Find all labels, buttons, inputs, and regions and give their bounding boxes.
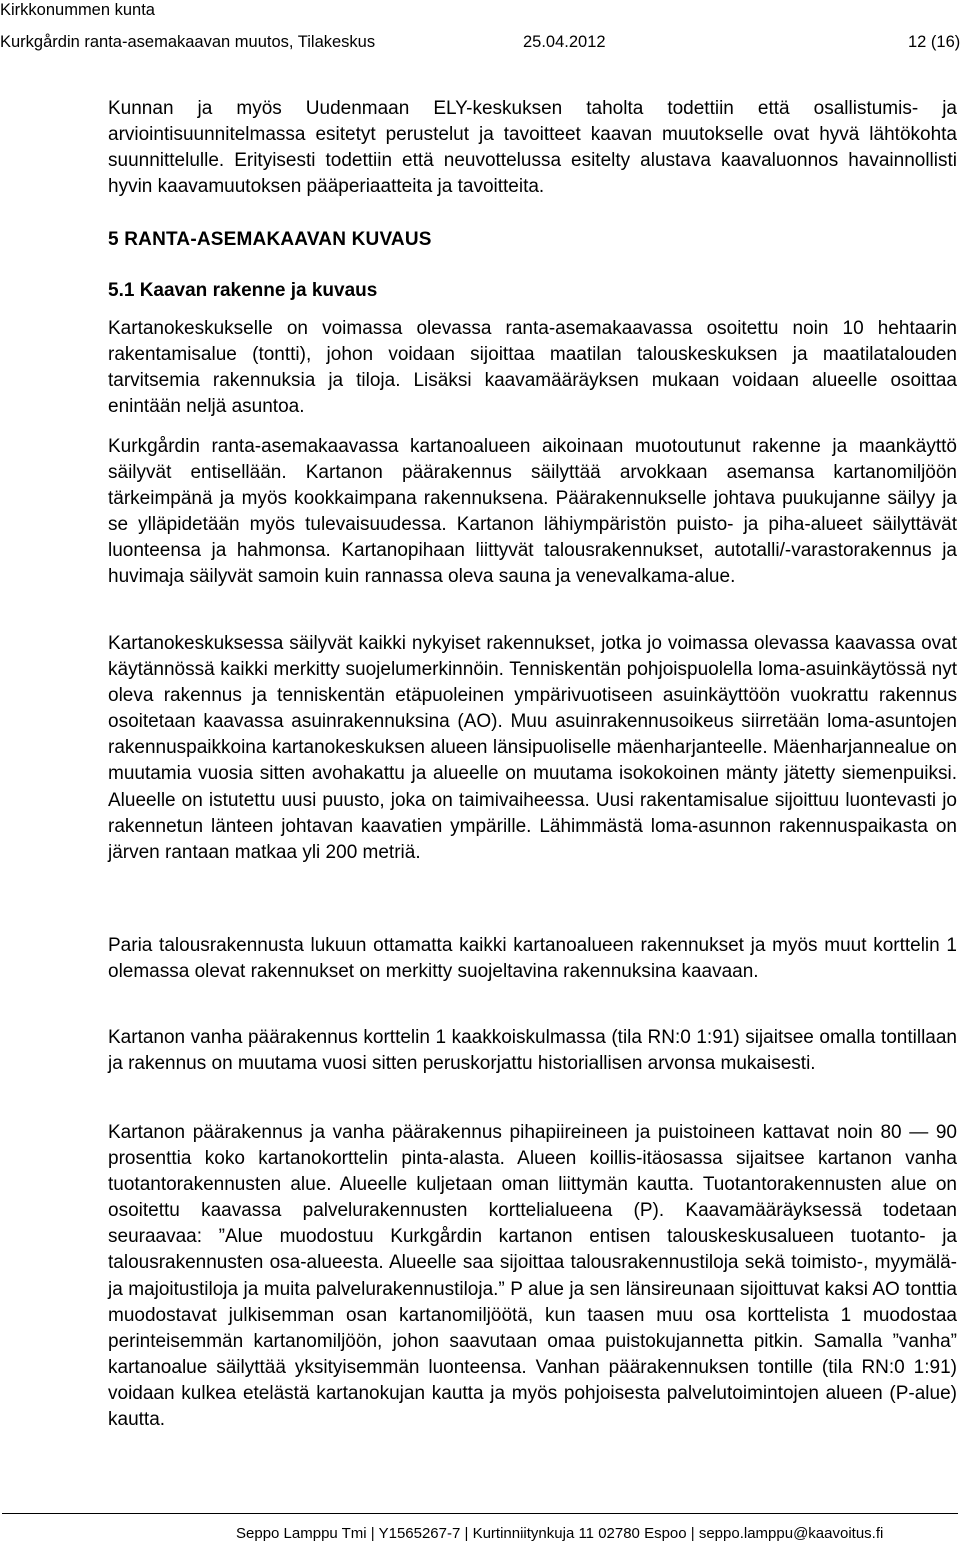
paragraph-protection [108,933,957,985]
paragraph-text: Kartanokeskukselle on voimassa olevassa ranta-asemakaavassa osoitettu noin 10 hehtaarin rakentamisalue (tontti), johon voidaan sijoittaa maatilan talouskeskuksen ja maatilatalouden tarvitsemia rakennuksia ja tiloja. Lisäksi kaavamääräyksen mukaan voidaan alueelle osoittaa enintään neljä asuntoa. [108,318,957,418]
header-page-number: 12 (16) [908,33,960,51]
paragraph-old-mainhouse [108,1025,957,1077]
footer-contact: Seppo Lamppu Tmi | Y1565267-7 | Kurtinniitynkuja 11 02780 Espoo | seppo.lamppu@kaavoitus.fi [236,1525,884,1542]
paragraph-production-area [108,1120,957,1433]
header-line [0,32,960,52]
header-document-title: Kurkgårdin ranta-asemakaavan muutos, Tilakeskus [0,33,376,51]
section-heading: 5 RANTA-ASEMAKAAVAN KUVAUS [108,229,432,250]
subsection-heading: 5.1 Kaavan rakenne ja kuvaus [108,280,378,301]
paragraph-structure [108,316,957,420]
paragraph-text: Kurkgårdin ranta-asemakaavassa kartanoalueen aikoinaan muotoutunut rakenne ja maankäyttö säilyvät entisellään. Kartanon päärakennus säilyttää arvokkaan asemansa kartanomiljöön tärkeimpänä ja myös kookkaimpana rakennuksena. Päärakennukselle johtava puukujanne säilyy ja se ylläpidetään myös tulevaisuudessa. Kartanon lähiympäristön puisto- ja piha-alueet säilyttävät luonteensa ja hahmonsa. Kartanopihaan liittyvät talousrakennukset, autotalli/-varastorakennus ja huvimaja säilyvät samoin kuin rannassa oleva sauna ja venevalkama-alue. [108,436,957,588]
paragraph-kurkgard [108,434,957,591]
paragraph-text: Paria talousrakennusta lukuun ottamatta kaikki kartanoalueen rakennukset ja myös muut korttelin 1 olemassa olevat rakennukset on merkitty suojeltavina rakennuksina kaavaan. [108,935,957,983]
header-org: Kirkkonummen kunta [0,1,155,19]
footer-divider [2,1513,958,1514]
paragraph-text: Kartanokeskuksessa säilyvät kaikki nykyiset rakennukset, jotka jo voimassa olevassa kaavassa ovat käytännössä kaikki merkitty suojelumerkinnöin. Tenniskentän pohjoispuolella loma-asuinkäytössä nyt oleva rakennus ja tenniskentän etäpuoleinen ympärivuotiseen asuinkäyttöön vuokrattu rakennus osoitetaan kaavassa asuinrakennuksina (AO). Muu asuinrakennusoikeus siirretään loma-asuntojen rakennuspaikkoina kartanokeskuksen alueen länsipuoliselle mäenharjanteelle. Mäenharjannealue on muutamia vuosia sitten avohakattu ja alueelle on muutama isokokoinen mänty jätetty siemenpuiksi. Alueelle on istutettu uusi puusto, joka on taimivaiheessa. Uusi rakentamisalue sijoittuu luontevasti jo rakennetun länteen johtavan kaavatien ympärille. Lähimmästä loma-asunnon rakennuspaikasta on järven rantaan matkaa yli 200 metriä. [108,633,957,863]
paragraph-text: Kunnan ja myös Uudenmaan ELY-keskuksen taholta todettiin että osallistumis- ja arviointisuunnitelmassa esitetyt perustelut ja tavoitteet kaavan muutokselle ovat hyvä lähtökohta suunnittelulle. Erityisesti todettiin että neuvottelussa esitelty alustava kaavaluonnos havainnollisti hyvin kaavamuutoksen pääperiaatteita ja tavoitteita. [108,98,957,198]
paragraph-text: Kartanon päärakennus ja vanha päärakennus pihapiireineen ja puistoineen kattavat noin 80 — 90 prosenttia koko kartanokorttelin pinta-alasta. Alueen koillis-itäosassa sijaitsee kartanon vanha tuotantorakennusten alue. Alueelle kuljetaan oman liittymän kautta. Tuotantorakennusten alue on osoitettu kaavassa palvelurakennusten korttelialueena (P). Kaavamääräyksessä todetaan seuraavaa: ”Alue muodostuu Kurkgårdin kartanon entisen talouskeskusalueen tuotanto- ja talousrakennusten osa-alueesta. Alueelle saa sijoittaa talousrakennustiloja sekä toimisto-, myymälä- ja majoitustiloja ja muita palvelurakennustiloja.” P alue ja sen länsireunaan sijoittuvat kaksi AO tonttia muodostavat julkisemman osan kartanomiljöötä, kun taasen muu osa korttelista 1 muodostaa perinteisemmän kartanomiljöön, johon saavutaan omaa puistokujannetta pitkin. Samalla ”vanha” kartanoalue säilyttää yksityisemmän luonteensa. Vanhan päärakennuksen tontille (tila RN:0 1:91) voidaan kulkea etelästä kartanokujan kautta ja myös pohjoisesta palvelutoimintojen alueen (P-alue) kautta. [108,1122,957,1431]
paragraph-buildings [108,631,957,866]
paragraph-text: Kartanon vanha päärakennus korttelin 1 kaakkoiskulmassa (tila RN:0 1:91) sijaitsee omalla tontillaan ja rakennus on muutama vuosi sitten peruskorjattu historiallisen arvonsa mukaisesti. [108,1027,957,1075]
header-date: 25.04.2012 [523,33,606,51]
paragraph-intro [108,96,957,200]
